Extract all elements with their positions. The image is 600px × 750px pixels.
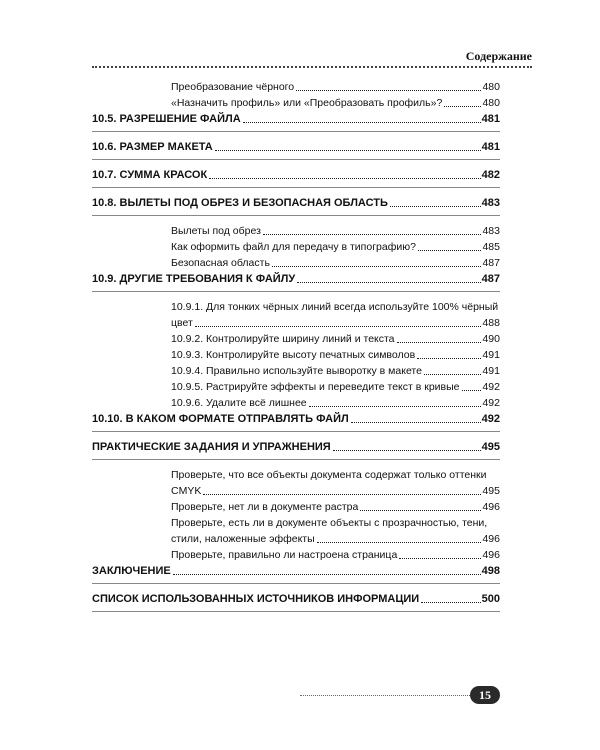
- toc-subsection-entry[interactable]: [92, 95, 500, 111]
- toc-entry-text: Вылеты под обрез: [171, 225, 261, 237]
- section-divider: [92, 187, 500, 190]
- dot-leader: [399, 558, 481, 559]
- toc-entry-text: 10.6. РАЗМЕР МАКЕТА: [92, 141, 213, 153]
- toc-section-entry[interactable]: [92, 563, 500, 579]
- footer-dotted-rule: [300, 695, 482, 696]
- dot-leader: [297, 282, 480, 283]
- dot-leader: [203, 494, 481, 495]
- toc-entry-text: 10.9.1. Для тонких чёрных линий всегда используйте 100% чёрный: [171, 301, 499, 313]
- toc-entry-text: Как оформить файл для передачу в типографию?: [171, 241, 416, 253]
- section-divider: [92, 583, 500, 586]
- toc-subsection-entry[interactable]: [92, 299, 500, 331]
- toc-section-entry[interactable]: [92, 111, 500, 127]
- section-divider: [92, 611, 500, 614]
- section-divider: [92, 131, 500, 134]
- toc-page-number: 492: [481, 413, 500, 425]
- dot-leader: [333, 450, 481, 451]
- toc-section-entry[interactable]: [92, 167, 500, 183]
- dot-leader: [317, 542, 482, 543]
- toc-page-number: 488: [482, 317, 500, 329]
- toc-page-number: 492: [482, 397, 500, 409]
- toc-entry-second-line: [171, 531, 500, 547]
- toc-entry-text: «Назначить профиль» или «Преобразовать профиль»?: [171, 97, 443, 109]
- section-divider: [92, 291, 500, 294]
- toc-section-entry[interactable]: [92, 271, 500, 287]
- toc-entry-text: ЗАКЛЮЧЕНИЕ: [92, 565, 171, 577]
- toc-page-number: 491: [482, 349, 500, 361]
- toc-entry-second-line: [171, 315, 500, 331]
- toc-page-number: 496: [482, 533, 500, 545]
- toc-section-entry[interactable]: [92, 411, 500, 427]
- toc-page-number: 482: [481, 169, 500, 181]
- toc-page-number: 483: [481, 197, 500, 209]
- toc-entry-text: Проверьте, что все объекты документа содержат только оттенки: [171, 469, 487, 481]
- section-divider: [92, 215, 500, 218]
- toc-page-number: 500: [481, 593, 500, 605]
- toc-entry-text: Безопасная область: [171, 257, 270, 269]
- section-divider: [92, 159, 500, 162]
- toc-subsection-entry[interactable]: [92, 239, 500, 255]
- toc-subsection-entry[interactable]: [92, 255, 500, 271]
- dot-leader: [296, 90, 481, 91]
- toc-subsection-entry[interactable]: [92, 223, 500, 239]
- toc-section-entry[interactable]: [92, 439, 500, 455]
- toc-entry-text-block: [171, 515, 500, 547]
- toc-page-number: 496: [482, 501, 500, 513]
- toc-page-number: 480: [482, 81, 500, 93]
- toc-section-entry[interactable]: [92, 139, 500, 155]
- toc-page-number: 487: [482, 257, 500, 269]
- dot-leader: [209, 178, 480, 179]
- toc-entry-text: 10.9.5. Растрируйте эффекты и переведите текст в кривые: [171, 381, 460, 393]
- dot-leader: [272, 266, 482, 267]
- dot-leader: [173, 574, 481, 575]
- dot-leader: [397, 342, 482, 343]
- dot-leader: [309, 406, 482, 407]
- toc-entry-text: 10.5. РАЗРЕШЕНИЕ ФАЙЛА: [92, 113, 241, 125]
- dot-leader: [444, 106, 481, 107]
- toc-section-entry[interactable]: [92, 195, 500, 211]
- toc-entry-text: Проверьте, нет ли в документе растра: [171, 501, 359, 513]
- section-divider: [92, 459, 500, 462]
- toc-page-number: 483: [482, 225, 500, 237]
- dot-leader: [360, 510, 481, 511]
- dot-leader: [418, 250, 482, 251]
- section-divider: [92, 431, 500, 434]
- toc-subsection-entry[interactable]: [92, 547, 500, 563]
- toc-subsection-entry[interactable]: [92, 79, 500, 95]
- toc-page-number: 498: [481, 565, 500, 577]
- toc-entry-text: Проверьте, есть ли в документе объекты с прозрачностью, тени,: [171, 517, 488, 529]
- dot-leader: [390, 206, 481, 207]
- toc-page-number: 481: [481, 113, 500, 125]
- toc-entry-text: 10.9.4. Правильно используйте выворотку в макете: [171, 365, 422, 377]
- toc-page-number: 495: [481, 441, 500, 453]
- dot-leader: [424, 374, 482, 375]
- toc-entry-text: СПИСОК ИСПОЛЬЗОВАННЫХ ИСТОЧНИКОВ ИНФОРМАЦИИ: [92, 593, 420, 605]
- toc-entry-text: Преобразование чёрного: [171, 81, 295, 93]
- toc-entry-text: ПРАКТИЧЕСКИЕ ЗАДАНИЯ И УПРАЖНЕНИЯ: [92, 441, 331, 453]
- toc-page-number: 480: [482, 97, 500, 109]
- toc-page-number: 481: [481, 141, 500, 153]
- dot-leader: [421, 602, 480, 603]
- dot-leader: [215, 150, 481, 151]
- toc-page-number: 490: [482, 333, 500, 345]
- toc-page-number: 487: [481, 273, 500, 285]
- toc-entry-text-continued: стили, наложенные эффекты: [171, 533, 315, 545]
- running-header-title: Содержание: [465, 49, 532, 63]
- dot-leader: [195, 326, 482, 327]
- toc-subsection-entry[interactable]: [92, 331, 500, 347]
- toc-entry-text: 10.7. СУММА КРАСОК: [92, 169, 208, 181]
- toc-entry-text: 10.9.6. Удалите всё лишнее: [171, 397, 307, 409]
- toc-page-number: 496: [482, 549, 500, 561]
- toc-entry-text-block: [171, 299, 500, 331]
- toc-entry-text-continued: цвет: [171, 317, 193, 329]
- dot-leader: [263, 234, 482, 235]
- toc-entry-second-line: [171, 483, 500, 499]
- toc-entry-text: 10.9.3. Контролируйте высоту печатных символов: [171, 349, 416, 361]
- toc-entry-text: 10.8. ВЫЛЕТЫ ПОД ОБРЕЗ И БЕЗОПАСНАЯ ОБЛАСТЬ: [92, 197, 388, 209]
- toc-entry-text: 10.10. В КАКОМ ФОРМАТЕ ОТПРАВЛЯТЬ ФАЙЛ: [92, 413, 349, 425]
- dot-leader: [462, 390, 482, 391]
- page-number-badge: 15: [470, 686, 500, 704]
- toc-subsection-entry[interactable]: [92, 395, 500, 411]
- toc-page-number: 491: [482, 365, 500, 377]
- dot-leader: [243, 122, 481, 123]
- toc-page-number: 495: [482, 485, 500, 497]
- dot-leader: [351, 422, 481, 423]
- toc-entry-text-block: [171, 467, 500, 499]
- table-of-contents: [92, 79, 500, 619]
- toc-subsection-entry[interactable]: [92, 515, 500, 547]
- toc-entry-text-continued: CMYK: [171, 485, 202, 497]
- header-dotted-rule: [92, 66, 532, 68]
- toc-subsection-entry[interactable]: [92, 363, 500, 379]
- toc-subsection-entry[interactable]: [92, 379, 500, 395]
- toc-page-number: 492: [482, 381, 500, 393]
- toc-subsection-entry[interactable]: [92, 347, 500, 363]
- toc-entry-text: 10.9.2. Контролируйте ширину линий и текста: [171, 333, 395, 345]
- toc-subsection-entry[interactable]: [92, 499, 500, 515]
- dot-leader: [417, 358, 481, 359]
- toc-entry-text: Проверьте, правильно ли настроена страница: [171, 549, 398, 561]
- toc-page-number: 485: [482, 241, 500, 253]
- toc-subsection-entry[interactable]: [92, 467, 500, 499]
- toc-entry-text: 10.9. ДРУГИЕ ТРЕБОВАНИЯ К ФАЙЛУ: [92, 273, 296, 285]
- toc-section-entry[interactable]: [92, 591, 500, 607]
